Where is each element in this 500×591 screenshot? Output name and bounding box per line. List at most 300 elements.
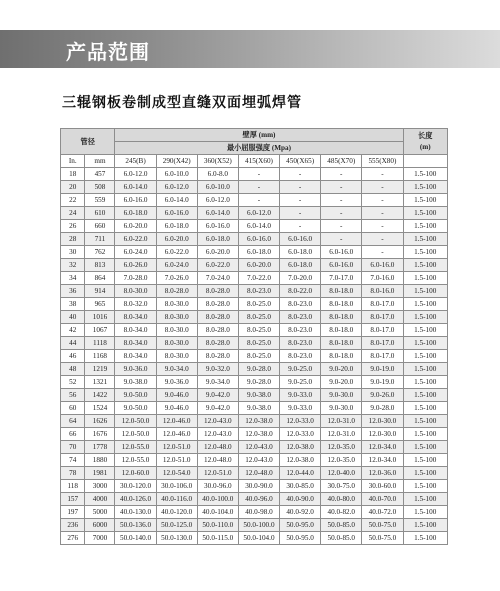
table-row xyxy=(61,285,448,298)
table-cell: 6.0-16.0 xyxy=(280,233,321,246)
table-cell: 1.5-100 xyxy=(403,519,448,532)
pipe-diameter-header: 管径 xyxy=(61,129,115,155)
table-cell: 30.0-85.0 xyxy=(280,480,321,493)
table-cell: 30.0-96.0 xyxy=(197,480,238,493)
table-cell: 3000 xyxy=(85,480,115,493)
table-cell: 1.5-100 xyxy=(403,532,448,545)
grade-header: 290(X42) xyxy=(156,155,197,168)
table-cell: 8.0-23.0 xyxy=(280,311,321,324)
table-cell: 6.0-18.0 xyxy=(280,246,321,259)
table-cell: 6.0-12.0 xyxy=(238,207,279,220)
table-cell: 8.0-30.0 xyxy=(156,311,197,324)
table-cell: 50.0-136.0 xyxy=(115,519,156,532)
table-cell: 6.0-26.0 xyxy=(115,259,156,272)
table-cell: 9.0-28.0 xyxy=(238,363,279,376)
table-cell: 9.0-42.0 xyxy=(197,402,238,415)
table-cell: 78 xyxy=(61,467,85,480)
table-cell: 6.0-14.0 xyxy=(156,194,197,207)
top-strip xyxy=(0,0,500,30)
grade-header: 450(X65) xyxy=(280,155,321,168)
table-cell: 1778 xyxy=(85,441,115,454)
table-cell: 8.0-17.0 xyxy=(362,350,403,363)
table-cell: 8.0-18.0 xyxy=(321,324,362,337)
table-cell: 7.0-16.0 xyxy=(362,272,403,285)
table-cell: 9.0-36.0 xyxy=(115,363,156,376)
table-cell: - xyxy=(321,207,362,220)
table-row xyxy=(61,233,448,246)
table-cell: 6.0-16.0 xyxy=(115,194,156,207)
table-cell: 9.0-20.0 xyxy=(321,363,362,376)
grade-header: 485(X70) xyxy=(321,155,362,168)
table-cell: 1.5-100 xyxy=(403,337,448,350)
table-cell: 8.0-30.0 xyxy=(115,285,156,298)
table-cell: 1981 xyxy=(85,467,115,480)
table-cell: 8.0-25.0 xyxy=(238,311,279,324)
table-cell: 1.5-100 xyxy=(403,428,448,441)
table-cell: 8.0-32.0 xyxy=(115,298,156,311)
table-cell: 1.5-100 xyxy=(403,480,448,493)
grade-header: 360(X52) xyxy=(197,155,238,168)
table-cell: - xyxy=(321,181,362,194)
table-cell: 42 xyxy=(61,324,85,337)
table-row xyxy=(61,480,448,493)
table-row xyxy=(61,441,448,454)
table-header xyxy=(61,129,448,168)
table-cell: 12.0-33.0 xyxy=(280,428,321,441)
table-cell: 40.0-92.0 xyxy=(280,506,321,519)
table-cell: 8.0-25.0 xyxy=(238,324,279,337)
table-cell: 6.0-22.0 xyxy=(115,233,156,246)
table-row xyxy=(61,363,448,376)
table-cell: 9.0-46.0 xyxy=(156,389,197,402)
table-cell: 6.0-12.0 xyxy=(115,168,156,181)
unit-in-header: In. xyxy=(61,155,85,168)
table-cell: 12.0-36.0 xyxy=(362,467,403,480)
table-cell: 7000 xyxy=(85,532,115,545)
table-cell: 6.0-18.0 xyxy=(197,233,238,246)
table-cell: 1016 xyxy=(85,311,115,324)
table-cell: 6.0-16.0 xyxy=(362,259,403,272)
table-cell: 1.5-100 xyxy=(403,441,448,454)
table-cell: 8.0-28.0 xyxy=(156,285,197,298)
table-cell: 30.0-60.0 xyxy=(362,480,403,493)
table-cell: 12.0-34.0 xyxy=(362,454,403,467)
table-cell: 965 xyxy=(85,298,115,311)
table-row xyxy=(61,324,448,337)
table-cell: 12.0-43.0 xyxy=(238,454,279,467)
table-cell: 48 xyxy=(61,363,85,376)
table-cell: 50.0-75.0 xyxy=(362,519,403,532)
table-cell: 9.0-25.0 xyxy=(280,376,321,389)
table-cell: 8.0-34.0 xyxy=(115,324,156,337)
table-cell: 1.5-100 xyxy=(403,220,448,233)
table-cell: 6.0-10.0 xyxy=(156,168,197,181)
table-cell: 30.0-106.0 xyxy=(156,480,197,493)
table-cell: 64 xyxy=(61,415,85,428)
yield-strength-header: 最小屈服强度 (Mpa) xyxy=(115,142,403,155)
table-cell: 711 xyxy=(85,233,115,246)
table-cell: 1880 xyxy=(85,454,115,467)
table-cell: 1.5-100 xyxy=(403,402,448,415)
table-cell: 32 xyxy=(61,259,85,272)
table-cell: 66 xyxy=(61,428,85,441)
table-cell: 813 xyxy=(85,259,115,272)
table-cell: 12.0-43.0 xyxy=(238,441,279,454)
table-cell: 12.0-50.0 xyxy=(115,415,156,428)
table-cell: 12.0-48.0 xyxy=(197,454,238,467)
table-row xyxy=(61,220,448,233)
table-cell: 6.0-14.0 xyxy=(197,207,238,220)
table-cell: 6.0-18.0 xyxy=(156,220,197,233)
table-cell: 6.0-12.0 xyxy=(156,181,197,194)
table-cell: 6.0-18.0 xyxy=(238,246,279,259)
table-cell: 1.5-100 xyxy=(403,233,448,246)
table-cell: 60 xyxy=(61,402,85,415)
table-row xyxy=(61,246,448,259)
table-cell: 50.0-104.0 xyxy=(238,532,279,545)
table-cell: 12.0-31.0 xyxy=(321,415,362,428)
table-row xyxy=(61,207,448,220)
unit-mm-header: mm xyxy=(85,155,115,168)
table-row xyxy=(61,337,448,350)
product-subtitle: 三辊钢板卷制成型直缝双面埋弧焊管 xyxy=(62,95,302,111)
table-cell: 12.0-51.0 xyxy=(156,441,197,454)
table-cell: 50.0-95.0 xyxy=(280,532,321,545)
spec-table xyxy=(60,128,448,545)
table-cell: 8.0-25.0 xyxy=(238,298,279,311)
table-cell: 1626 xyxy=(85,415,115,428)
table-cell: 8.0-16.0 xyxy=(362,285,403,298)
table-cell: 9.0-38.0 xyxy=(238,389,279,402)
table-cell: 1.5-100 xyxy=(403,389,448,402)
table-cell: 1.5-100 xyxy=(403,363,448,376)
table-cell: 6.0-16.0 xyxy=(156,207,197,220)
table-cell: 8.0-23.0 xyxy=(280,298,321,311)
table-cell: 8.0-28.0 xyxy=(197,285,238,298)
table-cell: 6.0-22.0 xyxy=(156,246,197,259)
table-row xyxy=(61,311,448,324)
table-cell: 12.0-38.0 xyxy=(238,415,279,428)
table-cell: 1.5-100 xyxy=(403,415,448,428)
table-cell: 9.0-26.0 xyxy=(362,389,403,402)
table-cell: - xyxy=(280,194,321,207)
table-cell: 8.0-30.0 xyxy=(156,337,197,350)
table-cell: 9.0-28.0 xyxy=(362,402,403,415)
table-cell: 12.0-38.0 xyxy=(280,454,321,467)
table-cell: 50.0-85.0 xyxy=(321,532,362,545)
table-cell: 8.0-18.0 xyxy=(321,311,362,324)
table-cell: 40.0-120.0 xyxy=(156,506,197,519)
table-cell: 7.0-20.0 xyxy=(280,272,321,285)
table-cell: 12.0-54.0 xyxy=(156,467,197,480)
table-cell: 6.0-16.0 xyxy=(238,233,279,246)
table-cell: 40.0-116.0 xyxy=(156,493,197,506)
table-cell: 46 xyxy=(61,350,85,363)
table-cell: 6.0-22.0 xyxy=(197,259,238,272)
table-cell: - xyxy=(238,168,279,181)
table-cell: 12.0-34.0 xyxy=(362,441,403,454)
table-cell: 7.0-22.0 xyxy=(238,272,279,285)
table-cell: 40 xyxy=(61,311,85,324)
table-cell: 40.0-82.0 xyxy=(321,506,362,519)
table-cell: - xyxy=(238,181,279,194)
table-cell: - xyxy=(321,194,362,207)
table-cell: 9.0-20.0 xyxy=(321,376,362,389)
table-cell: - xyxy=(280,181,321,194)
table-row xyxy=(61,259,448,272)
table-cell: 12.0-31.0 xyxy=(321,428,362,441)
table-cell: 1.5-100 xyxy=(403,493,448,506)
table-cell: 9.0-25.0 xyxy=(280,363,321,376)
table-cell: 8.0-30.0 xyxy=(156,350,197,363)
table-cell: 12.0-33.0 xyxy=(280,415,321,428)
table-cell: 74 xyxy=(61,454,85,467)
table-cell: 44 xyxy=(61,337,85,350)
table-cell: 12.0-55.0 xyxy=(115,441,156,454)
table-cell: 50.0-115.0 xyxy=(197,532,238,545)
table-cell: 9.0-19.0 xyxy=(362,363,403,376)
table-cell: 40.0-100.0 xyxy=(197,493,238,506)
table-cell: 8.0-28.0 xyxy=(197,311,238,324)
table-cell: 8.0-23.0 xyxy=(280,337,321,350)
table-cell: 9.0-46.0 xyxy=(156,402,197,415)
table-cell: 9.0-50.0 xyxy=(115,389,156,402)
table-cell: 12.0-50.0 xyxy=(115,428,156,441)
table-cell: 8.0-18.0 xyxy=(321,350,362,363)
table-cell: - xyxy=(362,207,403,220)
table-cell: 559 xyxy=(85,194,115,207)
table-row xyxy=(61,272,448,285)
table-cell: 20 xyxy=(61,181,85,194)
table-cell: 6.0-20.0 xyxy=(156,233,197,246)
table-cell: 9.0-32.0 xyxy=(197,363,238,376)
table-cell: 7.0-28.0 xyxy=(115,272,156,285)
table-cell: 8.0-18.0 xyxy=(321,298,362,311)
table-cell: 1168 xyxy=(85,350,115,363)
table-row xyxy=(61,402,448,415)
table-cell: 1.5-100 xyxy=(403,181,448,194)
table-cell: 38 xyxy=(61,298,85,311)
table-cell: 8.0-25.0 xyxy=(238,350,279,363)
table-cell: 6000 xyxy=(85,519,115,532)
table-cell: 9.0-33.0 xyxy=(280,389,321,402)
table-cell: - xyxy=(362,181,403,194)
table-cell: 9.0-36.0 xyxy=(156,376,197,389)
table-cell: 8.0-34.0 xyxy=(115,337,156,350)
table-cell: 12.0-46.0 xyxy=(156,415,197,428)
table-row xyxy=(61,493,448,506)
table-cell: 914 xyxy=(85,285,115,298)
table-cell: 8.0-23.0 xyxy=(238,285,279,298)
table-cell: 8.0-18.0 xyxy=(321,337,362,350)
table-cell: 8.0-30.0 xyxy=(156,324,197,337)
table-cell: 12.0-43.0 xyxy=(197,415,238,428)
table-row xyxy=(61,467,448,480)
table-cell: 1.5-100 xyxy=(403,194,448,207)
table-cell: 50.0-130.0 xyxy=(156,532,197,545)
table-cell: 6.0-20.0 xyxy=(115,220,156,233)
table-cell: 12.0-38.0 xyxy=(238,428,279,441)
table-cell: 762 xyxy=(85,246,115,259)
table-cell: - xyxy=(362,246,403,259)
table-cell: 12.0-35.0 xyxy=(321,454,362,467)
table-cell: 1.5-100 xyxy=(403,207,448,220)
table-cell: 1.5-100 xyxy=(403,168,448,181)
table-cell: 9.0-38.0 xyxy=(115,376,156,389)
table-cell: 56 xyxy=(61,389,85,402)
table-cell: 8.0-30.0 xyxy=(156,298,197,311)
table-cell: 6.0-16.0 xyxy=(321,259,362,272)
length-header xyxy=(403,129,448,155)
table-cell: 24 xyxy=(61,207,85,220)
table-cell: 8.0-17.0 xyxy=(362,324,403,337)
table-cell: 6.0-16.0 xyxy=(197,220,238,233)
table-cell: 6.0-18.0 xyxy=(115,207,156,220)
table-cell: 30.0-75.0 xyxy=(321,480,362,493)
table-cell: 9.0-50.0 xyxy=(115,402,156,415)
table-cell: - xyxy=(280,168,321,181)
page-title: 产品范围 xyxy=(66,40,150,64)
table-row xyxy=(61,376,448,389)
table-cell: 1.5-100 xyxy=(403,376,448,389)
table-cell: 22 xyxy=(61,194,85,207)
wall-thickness-header: 壁厚 (mm) xyxy=(115,129,403,142)
table-cell: 50.0-100.0 xyxy=(238,519,279,532)
table-cell: 12.0-51.0 xyxy=(197,467,238,480)
table-cell: 8.0-22.0 xyxy=(280,285,321,298)
table-row xyxy=(61,428,448,441)
table-row xyxy=(61,532,448,545)
table-cell: 1.5-100 xyxy=(403,454,448,467)
table-cell: - xyxy=(362,168,403,181)
table-cell: - xyxy=(321,168,362,181)
table-cell: 12.0-43.0 xyxy=(197,428,238,441)
table-cell: 8.0-25.0 xyxy=(238,337,279,350)
table-cell: 12.0-48.0 xyxy=(238,467,279,480)
table-cell: 6.0-14.0 xyxy=(238,220,279,233)
table-cell: 50.0-75.0 xyxy=(362,532,403,545)
table-cell: 9.0-34.0 xyxy=(156,363,197,376)
table-cell: 18 xyxy=(61,168,85,181)
table-cell: 276 xyxy=(61,532,85,545)
table-cell: 9.0-38.0 xyxy=(238,402,279,415)
table-cell: 12.0-35.0 xyxy=(321,441,362,454)
table-cell: 457 xyxy=(85,168,115,181)
grade-header: 415(X60) xyxy=(238,155,279,168)
table-cell: 1524 xyxy=(85,402,115,415)
table-cell: 660 xyxy=(85,220,115,233)
table-row xyxy=(61,298,448,311)
table-cell: 1219 xyxy=(85,363,115,376)
table-cell: 36 xyxy=(61,285,85,298)
table-body xyxy=(61,168,448,545)
table-cell: 8.0-17.0 xyxy=(362,298,403,311)
table-cell: - xyxy=(362,194,403,207)
table-cell: - xyxy=(280,220,321,233)
table-row xyxy=(61,194,448,207)
table-cell: 9.0-30.0 xyxy=(321,389,362,402)
table-cell: 8.0-28.0 xyxy=(197,324,238,337)
table-cell: 40.0-96.0 xyxy=(238,493,279,506)
table-cell: 8.0-28.0 xyxy=(197,337,238,350)
table-cell: 50.0-125.0 xyxy=(156,519,197,532)
table-cell: 40.0-104.0 xyxy=(197,506,238,519)
grade-header: 245(B) xyxy=(115,155,156,168)
table-cell: 12.0-60.0 xyxy=(115,467,156,480)
table-cell: 12.0-55.0 xyxy=(115,454,156,467)
table-row xyxy=(61,389,448,402)
table-cell: 8.0-17.0 xyxy=(362,311,403,324)
table-cell: 1.5-100 xyxy=(403,259,448,272)
table-cell: 40.0-130.0 xyxy=(115,506,156,519)
table-cell: 1067 xyxy=(85,324,115,337)
table-row xyxy=(61,506,448,519)
table-cell: 6.0-10.0 xyxy=(197,181,238,194)
table-cell: 6.0-8.0 xyxy=(197,168,238,181)
table-cell: 1.5-100 xyxy=(403,350,448,363)
table-cell: 34 xyxy=(61,272,85,285)
table-row xyxy=(61,415,448,428)
table-row xyxy=(61,350,448,363)
table-cell: 1321 xyxy=(85,376,115,389)
table-cell: - xyxy=(238,194,279,207)
table-cell: 8.0-34.0 xyxy=(115,350,156,363)
table-cell: 8.0-23.0 xyxy=(280,350,321,363)
table-cell: 8.0-28.0 xyxy=(197,350,238,363)
table-cell: 12.0-38.0 xyxy=(280,441,321,454)
table-cell: 9.0-34.0 xyxy=(197,376,238,389)
table-cell: - xyxy=(321,220,362,233)
table-cell: 8.0-34.0 xyxy=(115,311,156,324)
table-cell: 8.0-18.0 xyxy=(321,285,362,298)
table-cell: 7.0-24.0 xyxy=(197,272,238,285)
table-cell: 6.0-20.0 xyxy=(238,259,279,272)
table-cell: 118 xyxy=(61,480,85,493)
table-cell: 30 xyxy=(61,246,85,259)
table-cell: 30.0-90.0 xyxy=(238,480,279,493)
table-cell: 1.5-100 xyxy=(403,298,448,311)
grade-header: 555(X80) xyxy=(362,155,403,168)
table-cell: - xyxy=(362,220,403,233)
table-cell: 9.0-33.0 xyxy=(280,402,321,415)
length-unit: (m) xyxy=(419,142,431,151)
table-cell: 6.0-12.0 xyxy=(197,194,238,207)
table-cell: 50.0-140.0 xyxy=(115,532,156,545)
table-cell: 12.0-30.0 xyxy=(362,415,403,428)
table-cell: 12.0-40.0 xyxy=(321,467,362,480)
table-cell: 864 xyxy=(85,272,115,285)
table-cell: 26 xyxy=(61,220,85,233)
table-cell: 6.0-24.0 xyxy=(115,246,156,259)
table-cell: 8.0-17.0 xyxy=(362,337,403,350)
table-cell: 12.0-46.0 xyxy=(156,428,197,441)
table-cell: 157 xyxy=(61,493,85,506)
length-column-blank xyxy=(403,155,448,168)
table-cell: 236 xyxy=(61,519,85,532)
table-row xyxy=(61,181,448,194)
table-cell: 12.0-30.0 xyxy=(362,428,403,441)
table-cell: 52 xyxy=(61,376,85,389)
table-cell: 9.0-30.0 xyxy=(321,402,362,415)
table-cell: 40.0-90.0 xyxy=(280,493,321,506)
table-cell: 1.5-100 xyxy=(403,324,448,337)
table-cell: 508 xyxy=(85,181,115,194)
table-row xyxy=(61,519,448,532)
table-cell: - xyxy=(280,207,321,220)
table-cell: 1118 xyxy=(85,337,115,350)
table-cell: 6.0-18.0 xyxy=(280,259,321,272)
table-cell: 6.0-20.0 xyxy=(197,246,238,259)
